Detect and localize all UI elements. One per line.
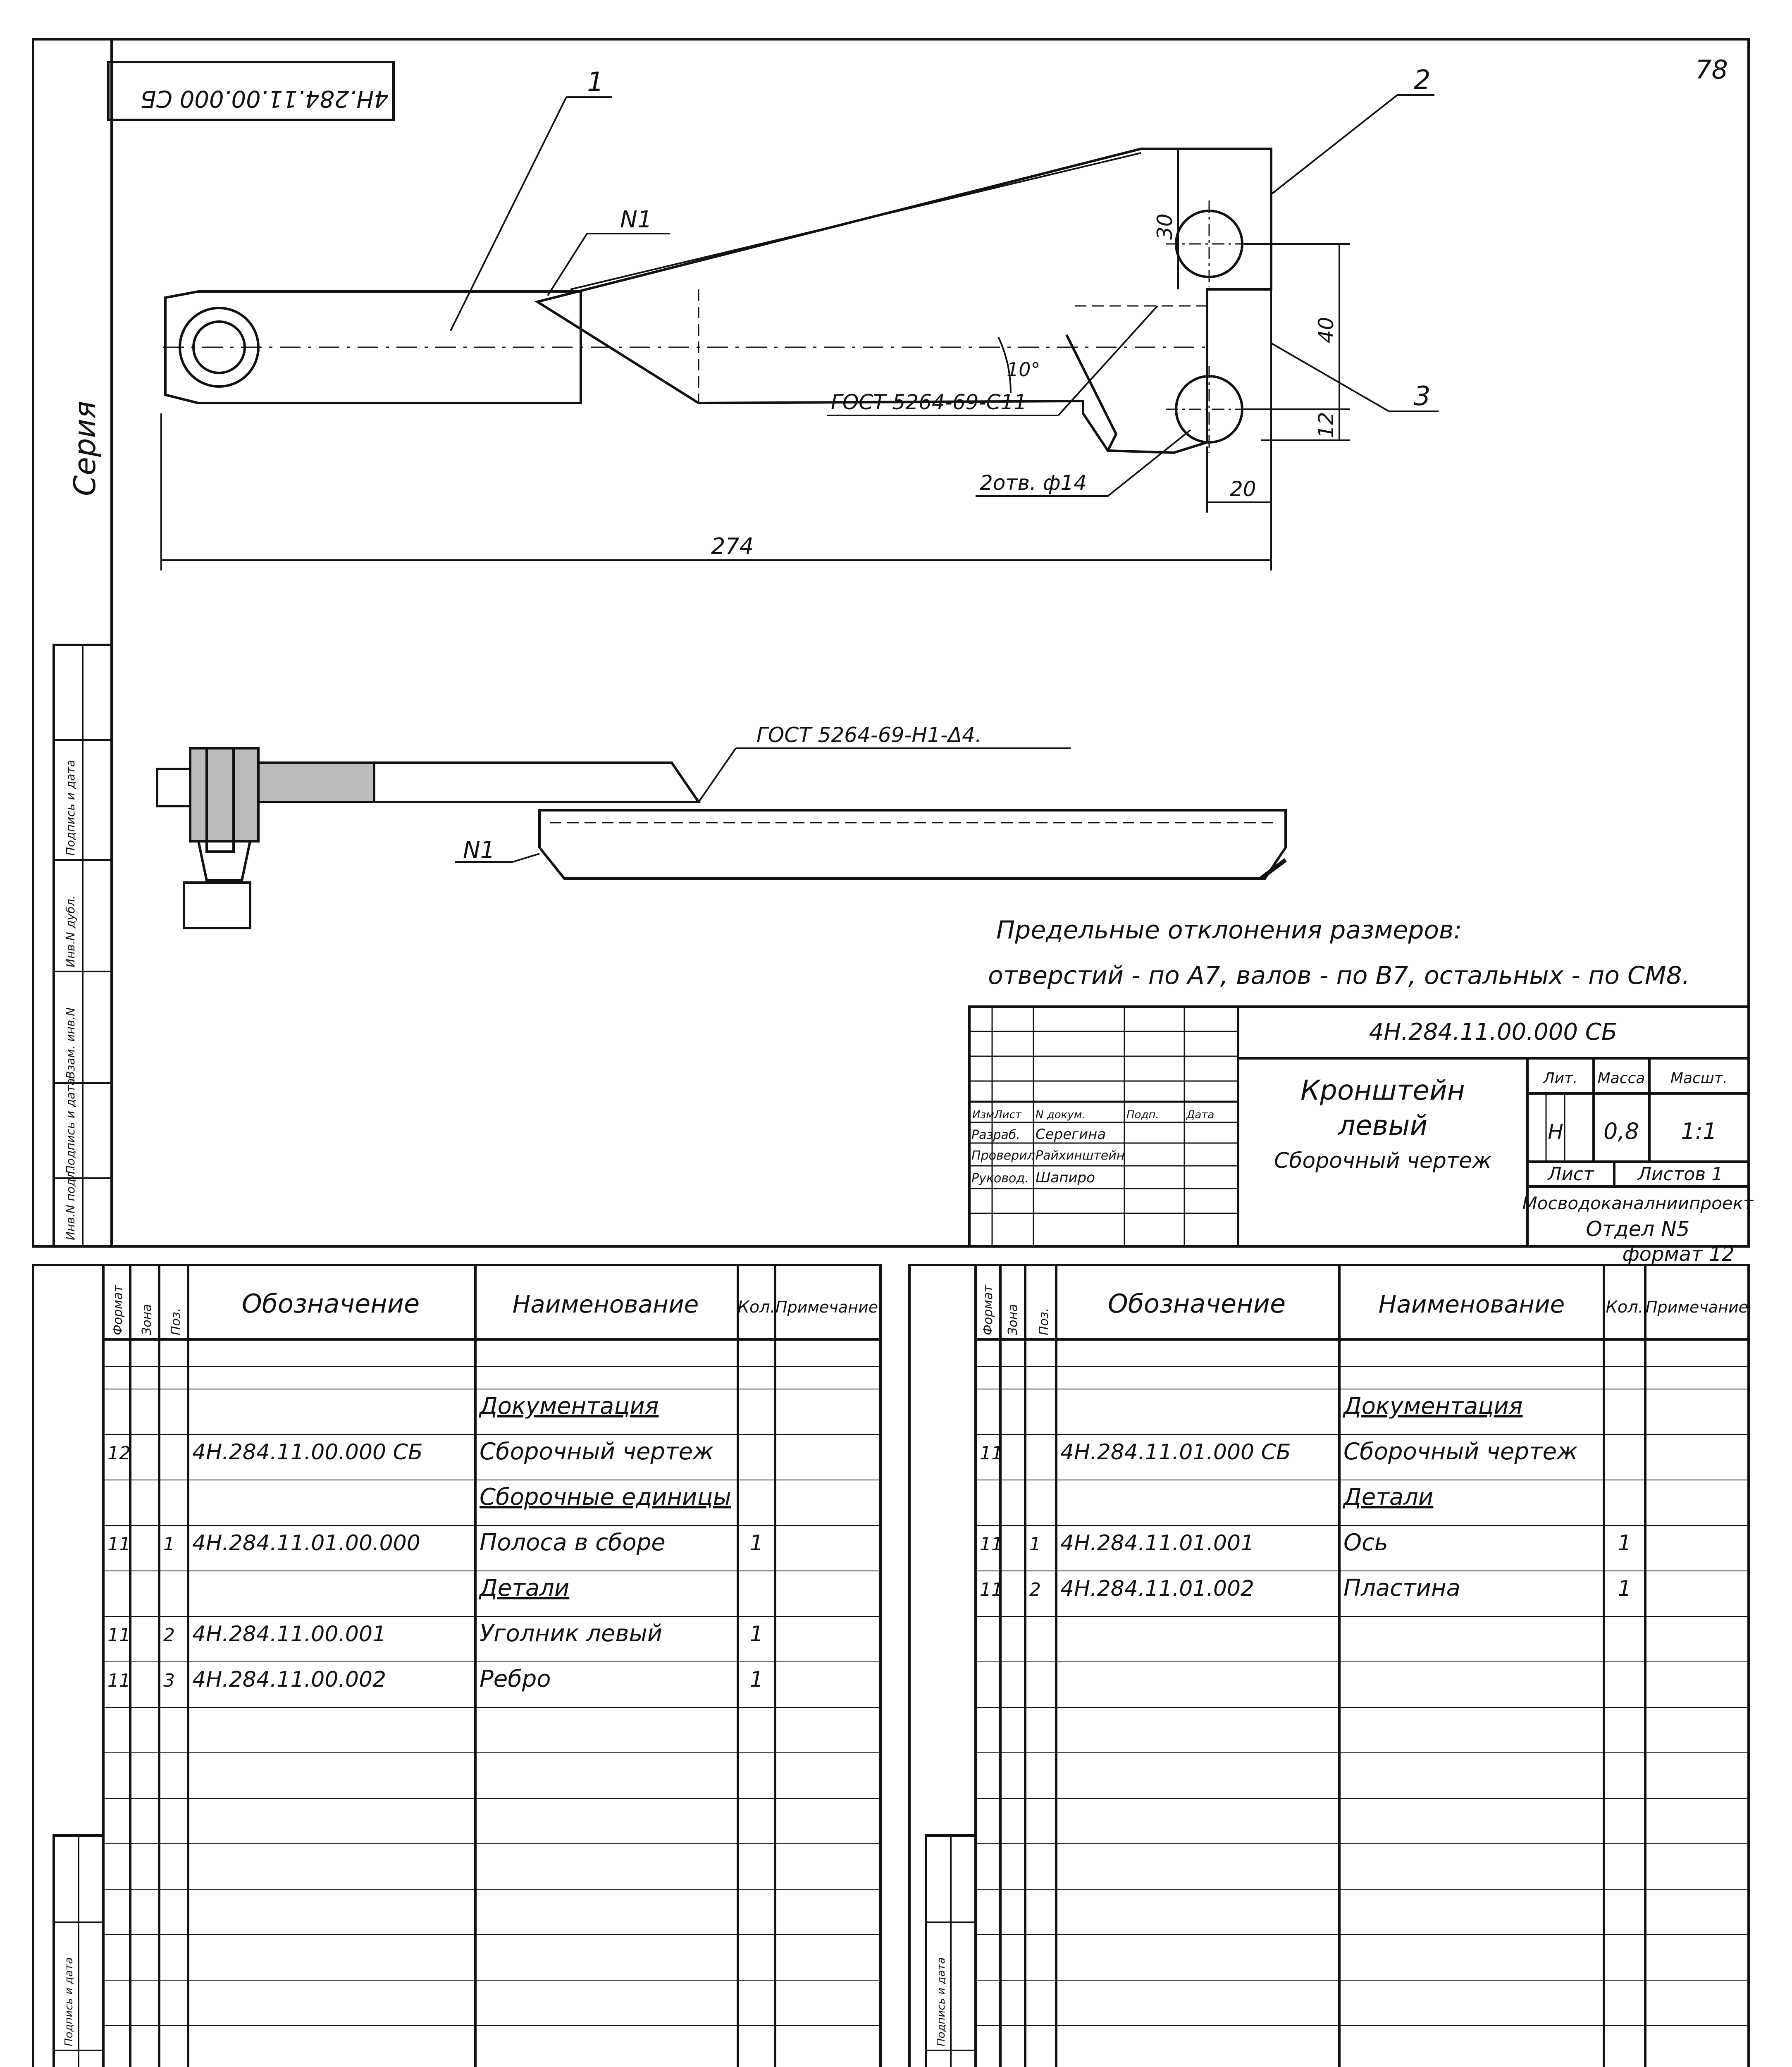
tb-role-3: Подп. xyxy=(1126,1109,1159,1121)
table-row xyxy=(980,1438,1577,1465)
title-scale-label: Масшт. xyxy=(1670,1070,1728,1087)
cell-qty: 1 xyxy=(1618,1576,1632,1601)
tb-person-1: Райхинштейн xyxy=(1036,1148,1125,1163)
cell-pos: 1 xyxy=(1029,1534,1041,1555)
spec-right-header-note: Примечание xyxy=(1645,1298,1749,1316)
spec-left-header-name: Наименование xyxy=(512,1290,699,1318)
tb-role-5: Разраб. xyxy=(971,1128,1020,1142)
cell-format: 11 xyxy=(980,1534,1003,1555)
title-lit-label: Лит. xyxy=(1543,1070,1578,1087)
callout-2: 2 xyxy=(1414,65,1431,95)
cell-designation: 4Н.284.11.01.000 СБ xyxy=(1060,1440,1291,1465)
callout-1: 1 xyxy=(587,67,604,98)
spec-right-header-qty: Кол. xyxy=(1606,1298,1644,1317)
cell-name: Документация xyxy=(1343,1393,1523,1420)
spec-right-header-pos: Поз. xyxy=(1037,1308,1051,1335)
tb-role-0: Изм. xyxy=(972,1109,998,1121)
hole-note: 2отв. ф14 xyxy=(980,471,1087,495)
side-stamp-label-1: Подпись и дата xyxy=(64,1078,77,1174)
side-stamp-label-0: Инв.N подл. xyxy=(64,1167,77,1240)
cell-name: Уголник левый xyxy=(480,1620,663,1647)
title-designation: 4Н.284.11.00.000 СБ xyxy=(1369,1019,1618,1045)
cell-name: Полоса в сборе xyxy=(480,1529,666,1556)
gost-weld-bottom: ГОСТ 5264-69-Н1-Δ4. xyxy=(756,723,982,747)
table-row xyxy=(107,1438,713,1465)
series-label: Серия xyxy=(67,401,102,496)
cell-qty: 1 xyxy=(749,1622,764,1647)
cell-qty: 1 xyxy=(1618,1531,1632,1556)
cell-name: Сборочный чертеж xyxy=(1343,1438,1578,1465)
title-org-line-2: Отдел N5 xyxy=(1586,1217,1690,1241)
dim-hole-spacing: 40 xyxy=(1314,317,1338,343)
cell-name: Документация xyxy=(480,1393,659,1420)
table-row xyxy=(1342,1484,1433,1511)
cell-designation: 4Н.284.11.00.002 xyxy=(192,1667,387,1692)
cell-format: 12 xyxy=(107,1443,131,1464)
cell-name: Сборочные единицы xyxy=(480,1484,731,1511)
side-stamp-label-3: Инв.N дубл. xyxy=(64,895,77,967)
spec-left-stamp-label-4: Подпись и дата xyxy=(63,1957,75,2046)
cell-format: 11 xyxy=(107,1625,131,1646)
cell-qty: 1 xyxy=(749,1667,764,1692)
tb-role-7: Руковод. xyxy=(971,1171,1029,1186)
title-scale-value: 1:1 xyxy=(1681,1118,1717,1144)
dim-edge-offset: 12 xyxy=(1314,412,1338,438)
title-name-line-1: Кронштейн xyxy=(1300,1074,1465,1106)
dim-hole-edge-distance: 20 xyxy=(1230,477,1256,501)
table-row xyxy=(1342,1393,1522,1420)
tb-role-4: Дата xyxy=(1186,1109,1215,1121)
spec-left-header-pos: Поз. xyxy=(169,1308,183,1335)
title-org-line-1: Мосводоканалниипроект xyxy=(1522,1193,1754,1213)
cell-designation: 4Н.284.11.00.000 СБ xyxy=(192,1440,423,1465)
strip-section xyxy=(258,763,374,802)
title-sheets-label: Листов 1 xyxy=(1637,1164,1723,1185)
tb-role-1: Лист xyxy=(994,1109,1021,1121)
bushing-section xyxy=(190,748,258,841)
side-stamp-label-4: Подпись и дата xyxy=(64,760,77,856)
cell-format: 11 xyxy=(107,1534,131,1555)
tolerance-note-line-2: отверстий - по A7, валов - по B7, остальных - по СМ8. xyxy=(988,961,1690,990)
cell-name: Сборочный чертеж xyxy=(480,1438,714,1465)
cell-format: 11 xyxy=(980,1443,1003,1464)
cell-pos: 2 xyxy=(1029,1579,1041,1600)
tb-person-2: Шапиро xyxy=(1036,1170,1095,1186)
title-name-line-2: левый xyxy=(1338,1110,1428,1141)
gost-weld-top: ГОСТ 5264-69-С11 xyxy=(831,390,1027,414)
spec-left-header-designation: Обозначение xyxy=(241,1289,420,1319)
cell-name: Детали xyxy=(480,1575,570,1602)
tb-role-6: Проверил xyxy=(971,1148,1035,1163)
cell-name: Ребро xyxy=(480,1666,551,1692)
cell-designation: 4Н.284.11.00.001 xyxy=(192,1622,387,1647)
dim-angle: 10° xyxy=(1007,358,1040,381)
weld-mark-bottom: N1 xyxy=(463,837,495,864)
cell-pos: 2 xyxy=(163,1625,175,1646)
cell-format: 11 xyxy=(107,1670,131,1691)
title-mass-label: Масса xyxy=(1597,1070,1645,1087)
cell-name: Детали xyxy=(1343,1484,1434,1511)
cell-pos: 1 xyxy=(163,1534,175,1555)
spec-right-header-designation: Обозначение xyxy=(1107,1289,1286,1319)
cell-name: Пластина xyxy=(1343,1575,1460,1602)
cell-format: 11 xyxy=(980,1579,1003,1600)
table-row xyxy=(478,1575,569,1602)
spec-right-stamp-label-4: Подпись и дата xyxy=(935,1957,947,2046)
callout-3: 3 xyxy=(1414,381,1431,412)
spec-left-header-qty: Кол. xyxy=(737,1298,775,1317)
title-lit-value: Н xyxy=(1548,1120,1563,1144)
tb-role-2: N докум. xyxy=(1036,1109,1086,1121)
cell-designation: 4Н.284.11.01.001 xyxy=(1060,1531,1255,1556)
cell-qty: 1 xyxy=(749,1531,764,1556)
spec-left-header-zone: Зона xyxy=(140,1304,154,1335)
title-mass-value: 0,8 xyxy=(1603,1118,1639,1144)
cell-name: Ось xyxy=(1343,1529,1388,1556)
spec-left-header-note: Примечание xyxy=(775,1298,878,1316)
table-row xyxy=(478,1393,659,1420)
spec-right-header-zone: Зона xyxy=(1006,1304,1020,1335)
cell-pos: 3 xyxy=(163,1670,175,1691)
format-label-top: формат 12 xyxy=(1622,1243,1735,1266)
spec-right-header-format: Формат xyxy=(981,1285,995,1335)
weld-mark-top: N1 xyxy=(620,206,652,233)
cell-designation: 4Н.284.11.01.002 xyxy=(1060,1576,1255,1601)
side-stamp-label-2: Взам. инв.N xyxy=(64,1007,77,1079)
tb-person-0: Серегина xyxy=(1036,1126,1106,1143)
tolerance-note-line-1: Предельные отклонения размеров: xyxy=(996,916,1462,945)
designation-rotated: 4Н.284.11.00.000 СБ xyxy=(140,85,389,112)
title-sheet-label: Лист xyxy=(1548,1164,1594,1185)
dim-plate-height: 30 xyxy=(1153,213,1177,240)
dim-overall-length: 274 xyxy=(711,533,754,559)
sheet-number: 78 xyxy=(1695,55,1728,85)
spec-left-header-format: Формат xyxy=(111,1285,125,1335)
title-name-line-3: Сборочный чертеж xyxy=(1274,1148,1491,1173)
cell-designation: 4Н.284.11.01.00.000 xyxy=(192,1531,420,1556)
table-row xyxy=(480,1484,731,1511)
spec-right-header-name: Наименование xyxy=(1378,1290,1565,1318)
